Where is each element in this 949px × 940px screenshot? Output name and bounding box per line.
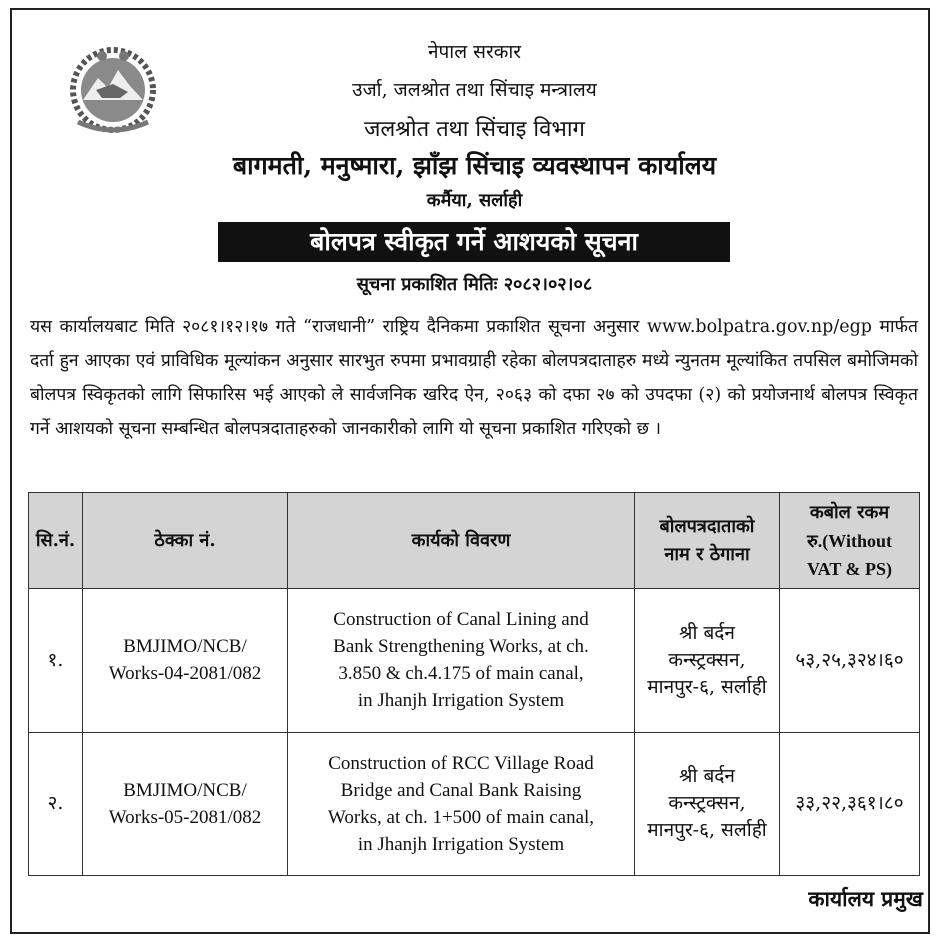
- header-work-description: कार्यको विवरण: [288, 493, 635, 589]
- row-bidder: [635, 589, 780, 733]
- header-line-ministry: उर्जा, जलश्रोत तथा सिंचाइ मन्त्रालय: [352, 79, 597, 101]
- contract-line: BMJIMO/NCB/: [123, 636, 247, 658]
- row-amount: ३३,२२,३६१।८०: [780, 732, 920, 876]
- header-line-government: नेपाल सरकार: [427, 41, 522, 63]
- office-name: बागमती, मनुष्मारा, झाँझ सिंचाइ व्यवस्थापन कार्यालय: [232, 151, 717, 180]
- bidder-line: कन्स्ट्रक्सन,: [668, 792, 746, 815]
- bid-acceptance-table: [28, 492, 920, 876]
- header-bidder: [635, 493, 780, 589]
- row-work-description: [288, 732, 635, 876]
- bidder-line: श्री बर्दन: [679, 621, 735, 644]
- contract-line: Works-05-2081/082: [108, 806, 262, 828]
- notice-title-banner: बोलपत्र स्वीकृत गर्ने आशयको सूचना: [218, 222, 730, 262]
- row-contract-no: [83, 732, 288, 876]
- header-contract-no: ठेक्का नं.: [83, 493, 288, 589]
- bidder-line: कन्स्ट्रक्सन,: [668, 648, 746, 671]
- work-line: Bank Strengthening Works, at ch.: [333, 636, 589, 658]
- row-contract-no: [83, 589, 288, 733]
- work-line: Bridge and Canal Bank Raising: [340, 779, 582, 801]
- header-sn: सि.नं.: [29, 493, 83, 589]
- row-work-description: [288, 589, 635, 733]
- bidder-line: मानपुर-६, सर्लाही: [647, 819, 767, 842]
- header-amount: [780, 493, 920, 589]
- header-amount-line: रु.(Without: [807, 530, 892, 551]
- row-bidder: [635, 732, 780, 876]
- header-amount-line: कबोल रकम: [809, 501, 890, 523]
- bidder-line: मानपुर-६, सर्लाही: [647, 675, 767, 698]
- bidder-line: श्री बर्दन: [679, 765, 735, 788]
- work-line: 3.850 & ch.4.175 of main canal,: [338, 663, 584, 685]
- header-bidder-line: बोलपत्रदाताको: [659, 515, 755, 537]
- header-line-department: जलश्रोत तथा सिंचाइ विभाग: [364, 117, 585, 142]
- header-bidder-line: नाम र ठेगाना: [664, 543, 750, 565]
- table-header-row: [29, 493, 920, 589]
- contract-line: Works-04-2081/082: [108, 663, 262, 685]
- table-row: [29, 589, 920, 733]
- contract-line: BMJIMO/NCB/: [123, 779, 247, 801]
- work-line: Construction of RCC Village Road: [328, 752, 594, 774]
- work-line: in Jhanjh Irrigation System: [357, 833, 565, 855]
- publish-date: सूचना प्रकाशित मितिः २०८२।०२।०८: [356, 274, 593, 295]
- work-line: Works, at ch. 1+500 of main canal,: [327, 806, 595, 828]
- office-location: कर्मैया, सर्लाही: [426, 190, 523, 211]
- work-line: in Jhanjh Irrigation System: [357, 690, 565, 712]
- row-amount: ५३,२५,३२४।६०: [780, 589, 920, 733]
- table-row: [29, 732, 920, 876]
- office-chief-signature-label: कार्यालय प्रमुख: [808, 886, 923, 911]
- work-line: Construction of Canal Lining and: [333, 609, 589, 631]
- row-sn: १.: [29, 589, 83, 733]
- notice-body-text: यस कार्यालयबाट मिति २०८१।१२।१७ गते “राजधानी” राष्ट्रिय दैनिकमा प्रकाशित सूचना अनुसार www.bolpatra.gov.np/egp मार्फत दर्ता हुन आएका एवं प्राविधिक मूल्यांकन अनुसार सारभुत रुपमा प्रभावग्राही रहेका बोलपत्रदाताहरु मध्ये न्युनतम मूल्यांकित तपसिल बमोजिमको बोलपत्र स्विकृतको लागि सिफारिस भई आएको ले सार्वजनिक खरिद ऐन, २०६३ को दफा २७ को उपदफा (२) को प्रयोजनार्थ बोलपत्र स्विकृत गर्ने आशयको सूचना सम्बन्धित बोलपत्रदाताहरुको जानकारीको लागि यो सूचना प्रकाशित गरिएको छ ।: [30, 317, 918, 439]
- header-amount-line: VAT & PS): [806, 558, 893, 579]
- row-sn: २.: [29, 732, 83, 876]
